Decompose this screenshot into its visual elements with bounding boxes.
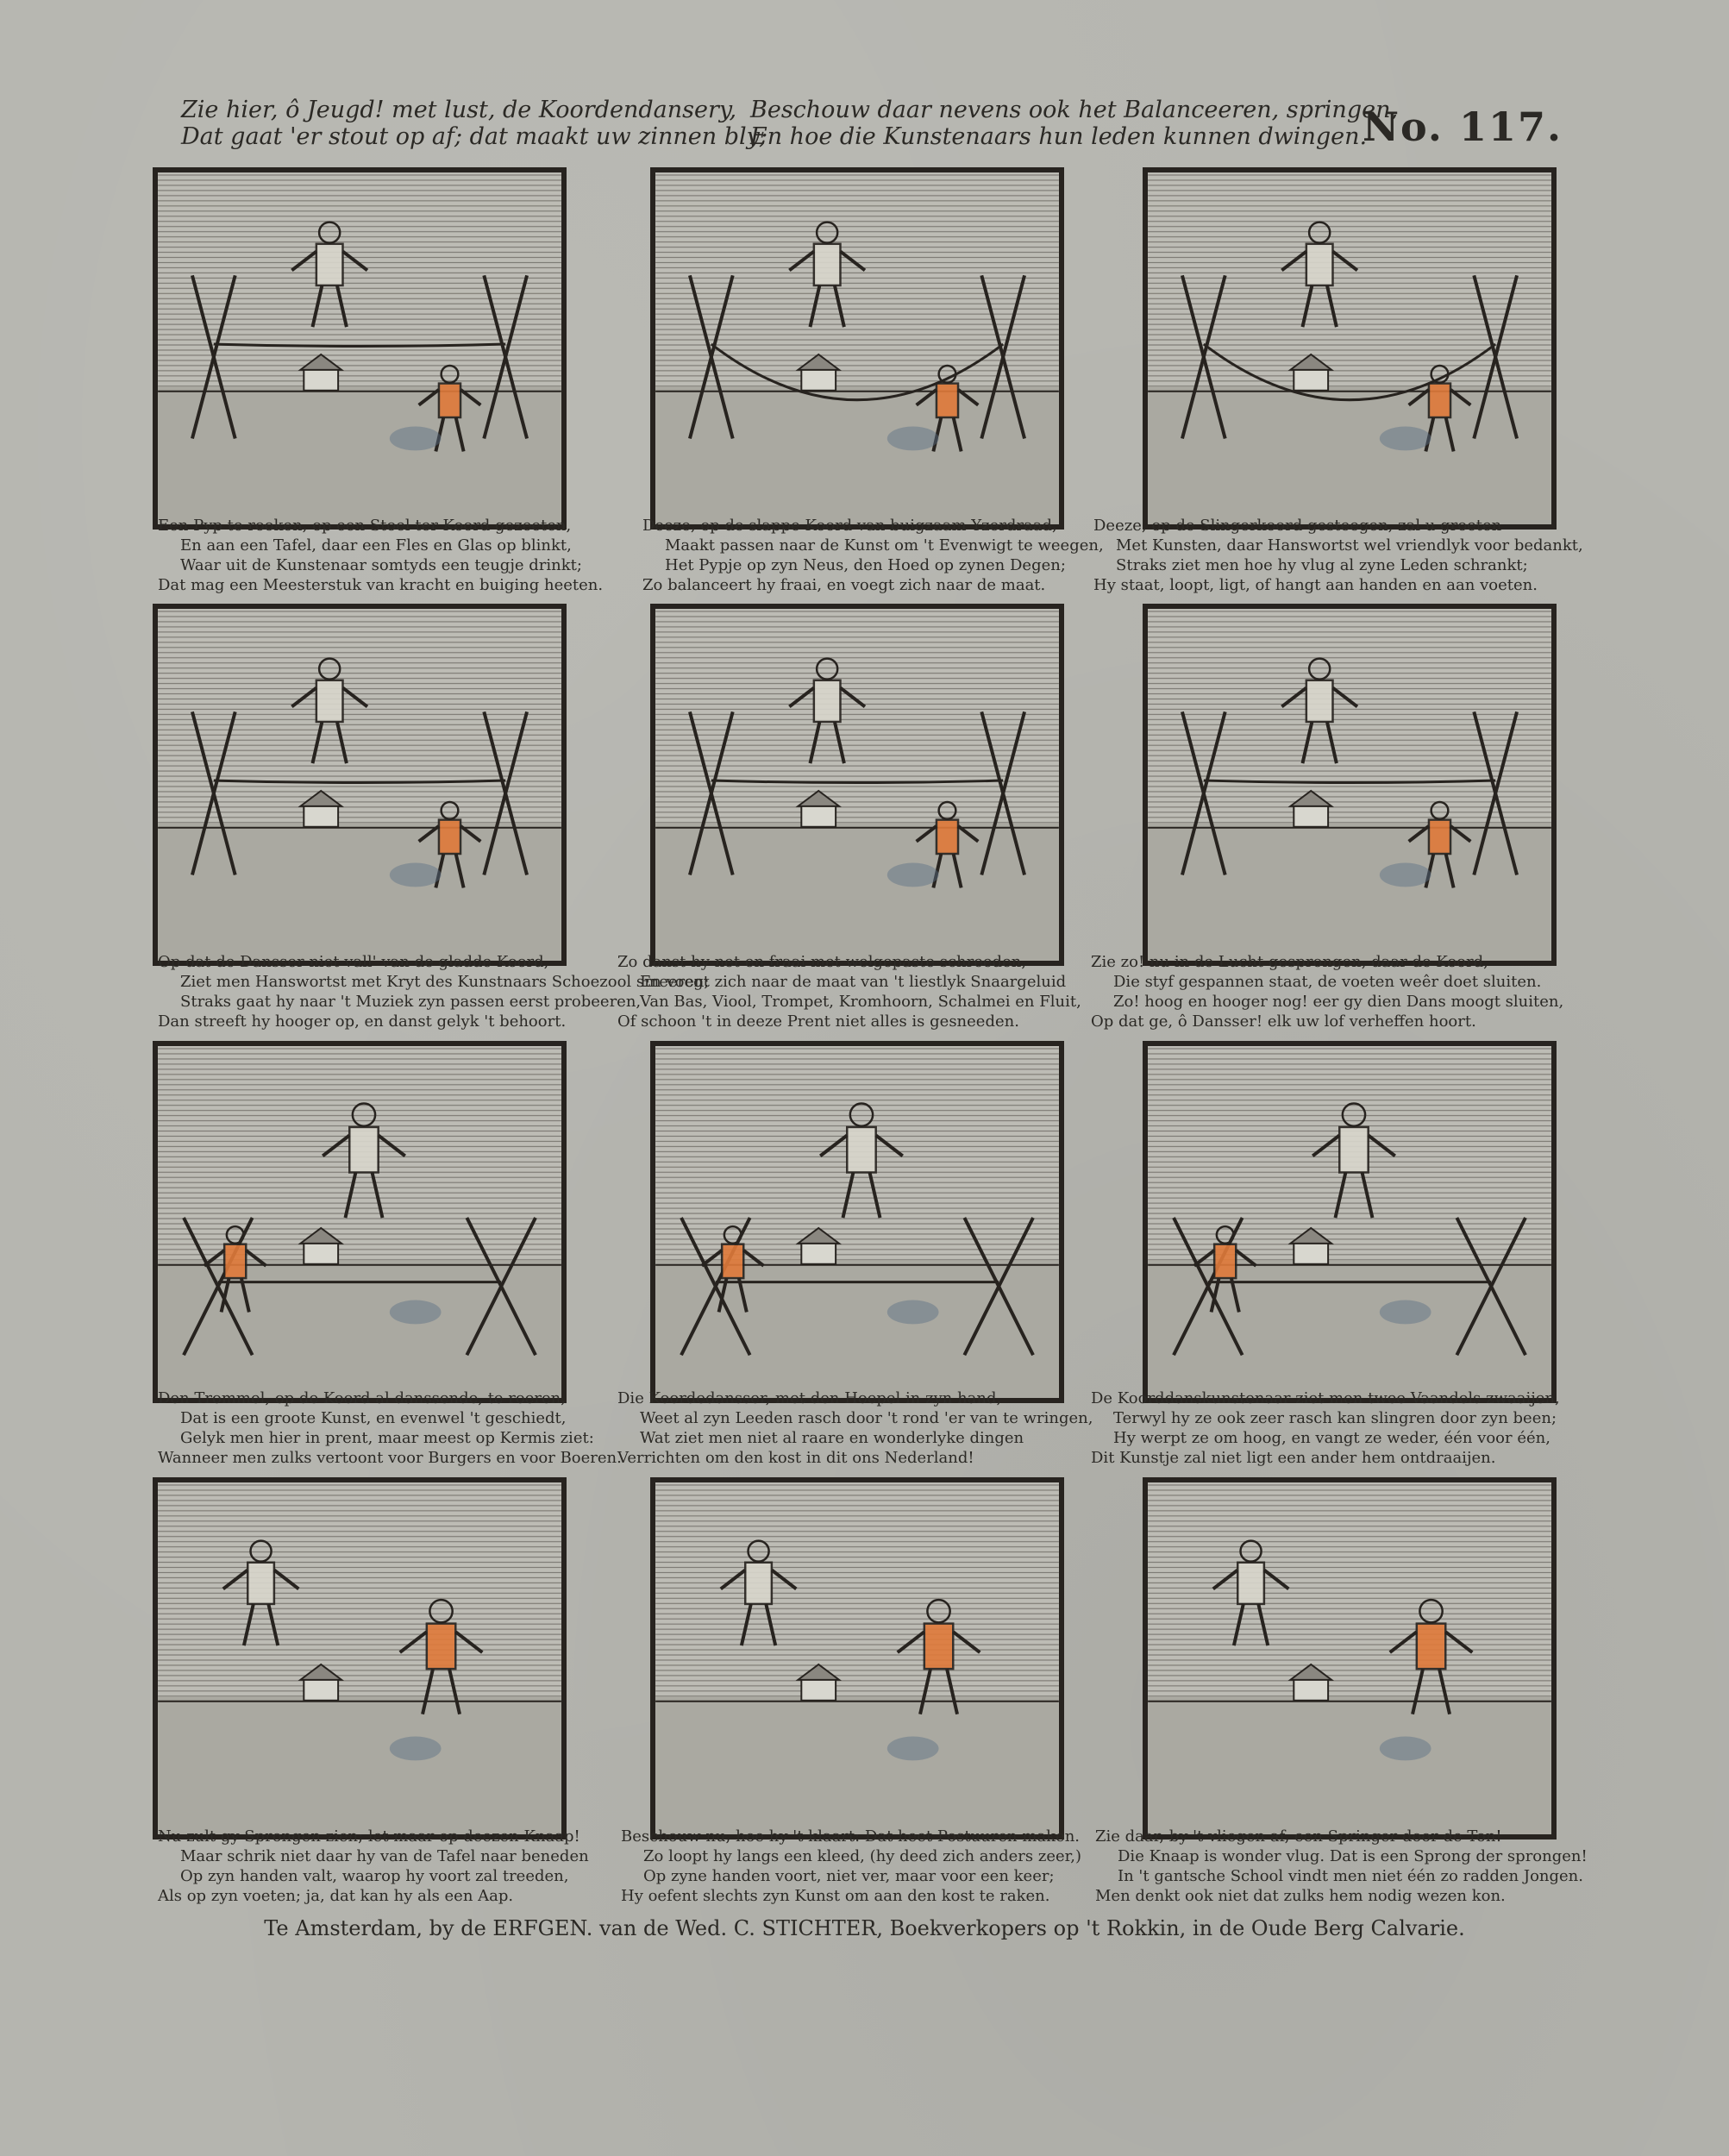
woodcut-panel-10 xyxy=(153,1477,567,1839)
verse-6 xyxy=(1091,952,1564,1031)
verse-line: Nu zult gy Sprongen zien; let maar op deezen Knaap! xyxy=(158,1827,580,1846)
verse-line: Dan streeft hy hooger op, en danst gelyk 't behoort. xyxy=(158,1012,567,1031)
verse-line: Het Pypje op zyn Neus, den Hoed op zynen Degen; xyxy=(665,556,1066,574)
verse-line: Zie zo! nu in de Lucht gesprongen, daar de Koord, xyxy=(1091,953,1488,971)
woodcut-panel-1 xyxy=(153,167,567,530)
woodcut-scene xyxy=(655,1046,1059,1398)
woodcut-scene xyxy=(655,172,1059,524)
sky xyxy=(655,609,1059,824)
verse-12 xyxy=(1095,1827,1588,1906)
sky xyxy=(655,172,1059,387)
verse-line: Als op zyn voeten; ja, dat kan hy als een Aap. xyxy=(158,1887,514,1905)
woodcut-panel-5 xyxy=(650,604,1064,966)
stain xyxy=(390,427,442,451)
verse-line: Waar uit de Kunstenaar somtyds een teugje drinkt; xyxy=(180,556,582,574)
woodcut-panel-12 xyxy=(1143,1477,1557,1839)
house xyxy=(304,1678,338,1701)
verse-line: De Koorddanskunstenaar ziet men twee Vaandels zwaaijen, xyxy=(1091,1389,1560,1407)
verse-line: Zo loopt hy langs een kleed, (hy deed zich anders zeer,) xyxy=(643,1847,1082,1865)
sky xyxy=(1148,1482,1551,1697)
verse-line: Die styf gespannen staat, de voeten weêr doet sluiten. xyxy=(1113,973,1542,991)
sky xyxy=(655,1482,1059,1697)
house xyxy=(304,1242,338,1264)
woodcut-scene xyxy=(1148,172,1551,524)
ground xyxy=(1148,1697,1551,1834)
verse-line: Op zyn handen valt, waarop hy voort zal treeden, xyxy=(180,1867,569,1885)
woodcut-panel-6 xyxy=(1143,604,1557,966)
woodcut-panel-7 xyxy=(153,1041,567,1403)
house xyxy=(1294,1242,1328,1264)
verse-10 xyxy=(158,1827,606,1906)
verse-line: En voegt zich naar de maat van 't liestlyk Snaargeluid xyxy=(640,973,1067,991)
sky xyxy=(158,1482,561,1697)
verse-line: En aan een Tafel, daar een Fles en Glas op blinkt, xyxy=(180,536,572,555)
stain xyxy=(887,427,939,451)
print-number: No. 117. xyxy=(1363,103,1563,150)
verse-line: In 't gantsche School vindt men niet één zo radden Jongen. xyxy=(1118,1867,1583,1885)
house xyxy=(801,368,836,391)
verse-line: Ziet men Hanswortst met Kryt des Kunstnaars Schoezool smeeren; xyxy=(180,973,710,991)
verse-line: Hy oefent slechts zyn Kunst om aan den kost te raken. xyxy=(621,1887,1050,1905)
verse-line: Dit Kunstje zal niet ligt een ander hem ontdraaijen. xyxy=(1091,1449,1496,1467)
header-left xyxy=(181,97,767,150)
verse-8 xyxy=(617,1388,1093,1468)
verse-line: Hy werpt ze om hoog, en vangt ze weder, één voor één, xyxy=(1113,1429,1550,1447)
verse-3 xyxy=(1093,516,1583,595)
verse-line: Den Trommel, op de Koord al danssende, te roeren, xyxy=(158,1389,566,1407)
verse-line: Terwyl hy ze ook zeer rasch kan slingren door zyn been; xyxy=(1113,1409,1557,1427)
header-right xyxy=(750,97,1398,150)
sky xyxy=(1148,609,1551,824)
stain xyxy=(1380,863,1431,887)
ground xyxy=(158,387,561,524)
verse-line: Maakt passen naar de Kunst om 't Evenwigt te weegen, xyxy=(665,536,1104,555)
house xyxy=(304,368,338,391)
ground xyxy=(655,824,1059,961)
house xyxy=(801,805,836,827)
ground xyxy=(655,1697,1059,1834)
header-verse xyxy=(181,97,1561,157)
verse-4 xyxy=(158,952,710,1031)
verse-line: Een Pyp te rooken, op een Stoel ter Koord gezeeten, xyxy=(158,517,572,535)
house xyxy=(1294,1678,1328,1701)
woodcut-scene xyxy=(655,1482,1059,1834)
verse-line: Zo balanceert hy fraai, en voegt zich naar de maat. xyxy=(642,576,1046,594)
woodcut-panel-2 xyxy=(650,167,1064,530)
verse-line: Op zyne handen voort, niet ver, maar voor een keer; xyxy=(643,1867,1055,1885)
header-line: Zie hier, ô Jeugd! met lust, de Koordendansery, xyxy=(181,97,737,123)
stain xyxy=(887,863,939,887)
verse-line: Die Koordedansser, met den Hoepel in zyn hand, xyxy=(617,1389,1002,1407)
verse-line: Wat ziet men niet al raare en wonderlyke dingen xyxy=(640,1429,1024,1447)
verse-9 xyxy=(1091,1388,1560,1468)
woodcut-scene xyxy=(158,1046,561,1398)
woodcut-scene xyxy=(1148,1482,1551,1834)
verse-line: Beschouw nu, hoe hy 't klaart: Dat heet Postuuren maken. xyxy=(621,1827,1081,1846)
verse-line: Dat mag een Meesterstuk van kracht en buiging heeten. xyxy=(158,576,604,594)
stain xyxy=(1380,427,1431,451)
verse-7 xyxy=(158,1388,622,1468)
woodcut-scene xyxy=(1148,609,1551,961)
verse-line: Hy staat, loopt, ligt, of hangt aan handen en aan voeten. xyxy=(1093,576,1538,594)
verse-line: Zie daar, by 't vliegen af, een Springer door de Ton! xyxy=(1095,1827,1502,1846)
verse-1 xyxy=(158,516,606,595)
sky xyxy=(158,172,561,387)
verse-line: Of schoon 't in deeze Prent niet alles is gesneeden. xyxy=(617,1012,1019,1031)
woodcut-panel-11 xyxy=(650,1477,1064,1839)
verse-line: Gelyk men hier in prent, maar meest op Kermis ziet: xyxy=(180,1429,594,1447)
stain xyxy=(887,1300,939,1325)
ground xyxy=(158,824,561,961)
stain xyxy=(1380,1300,1431,1325)
verse-5 xyxy=(617,952,1081,1031)
woodcut-scene xyxy=(158,609,561,961)
verse-line: Deeze, op de Slingerkoord gesteegen, zal u groeten xyxy=(1093,517,1502,535)
verse-line: Die Knaap is wonder vlug. Dat is een Sprong der sprongen! xyxy=(1118,1847,1588,1865)
stain xyxy=(390,863,442,887)
sky xyxy=(1148,172,1551,387)
verse-2 xyxy=(642,516,1104,595)
woodcut-panel-4 xyxy=(153,604,567,966)
verse-line: Van Bas, Viool, Trompet, Kromhoorn, Schalmei en Fluit, xyxy=(640,993,1081,1011)
ground xyxy=(1148,387,1551,524)
header-line: Dat gaat 'er stout op af; dat maakt uw zinnen bly; xyxy=(181,123,767,150)
woodcut-scene xyxy=(158,172,561,524)
verse-line: Deeze, op de slappe Koord van buigzaam Yzerdraad, xyxy=(642,517,1057,535)
header-line: En hoe die Kunstenaars hun leden kunnen dwingen. xyxy=(750,123,1368,150)
woodcut-scene xyxy=(655,609,1059,961)
verse-line: Op dat de Dansser niet vall' van de gladde Koord, xyxy=(158,953,549,971)
house xyxy=(1294,368,1328,391)
stain xyxy=(1380,1737,1431,1761)
verse-line: Straks ziet men hoe hy vlug al zyne Leden schrankt; xyxy=(1116,556,1528,574)
woodcut-panel-9 xyxy=(1143,1041,1557,1403)
house xyxy=(801,1242,836,1264)
woodcut-panel-3 xyxy=(1143,167,1557,530)
woodcut-scene xyxy=(158,1482,561,1834)
verse-line: Zo danst hy net en fraai met welgepaste schreeden, xyxy=(617,953,1027,971)
sky xyxy=(158,609,561,824)
ground xyxy=(655,387,1059,524)
stain xyxy=(887,1737,939,1761)
house xyxy=(1294,805,1328,827)
verse-line: Op dat ge, ô Dansser! elk uw lof verheffen hoort. xyxy=(1091,1012,1476,1031)
verse-11 xyxy=(621,1827,1082,1906)
woodcut-scene xyxy=(1148,1046,1551,1398)
verse-line: Verrichten om den kost in dit ons Nederland! xyxy=(617,1449,974,1467)
woodcut-panel-8 xyxy=(650,1041,1064,1403)
ground xyxy=(1148,824,1551,961)
house xyxy=(801,1678,836,1701)
stain xyxy=(390,1300,442,1325)
verse-line: Maar schrik niet daar hy van de Tafel naar beneden xyxy=(180,1847,589,1865)
stain xyxy=(390,1737,442,1761)
verse-line: Wanneer men zulks vertoont voor Burgers en voor Boeren. xyxy=(158,1449,622,1467)
verse-line: Weet al zyn Leeden rasch door 't rond 'er van te wringen, xyxy=(640,1409,1093,1427)
verse-line: Straks gaat hy naar 't Muziek zyn passen eerst probeeren, xyxy=(180,993,642,1011)
verse-line: Dat is een groote Kunst, en evenwel 't geschiedt, xyxy=(180,1409,567,1427)
header-line: Beschouw daar nevens ook het Balanceeren, springen, xyxy=(750,97,1399,123)
house xyxy=(304,805,338,827)
publisher-imprint: Te Amsterdam, by de ERFGEN. van de Wed. C. STICHTER, Boekverkopers op 't Rokkin, in de Oude Berg Calvarie. xyxy=(264,1916,1465,1940)
verse-line: Men denkt ook niet dat zulks hem nodig wezen kon. xyxy=(1095,1887,1506,1905)
verse-line: Met Kunsten, daar Hanswortst wel vriendlyk voor bedankt, xyxy=(1116,536,1583,555)
verse-line: Zo! hoog en hooger nog! eer gy dien Dans moogt sluiten, xyxy=(1113,993,1564,1011)
ground xyxy=(158,1697,561,1834)
